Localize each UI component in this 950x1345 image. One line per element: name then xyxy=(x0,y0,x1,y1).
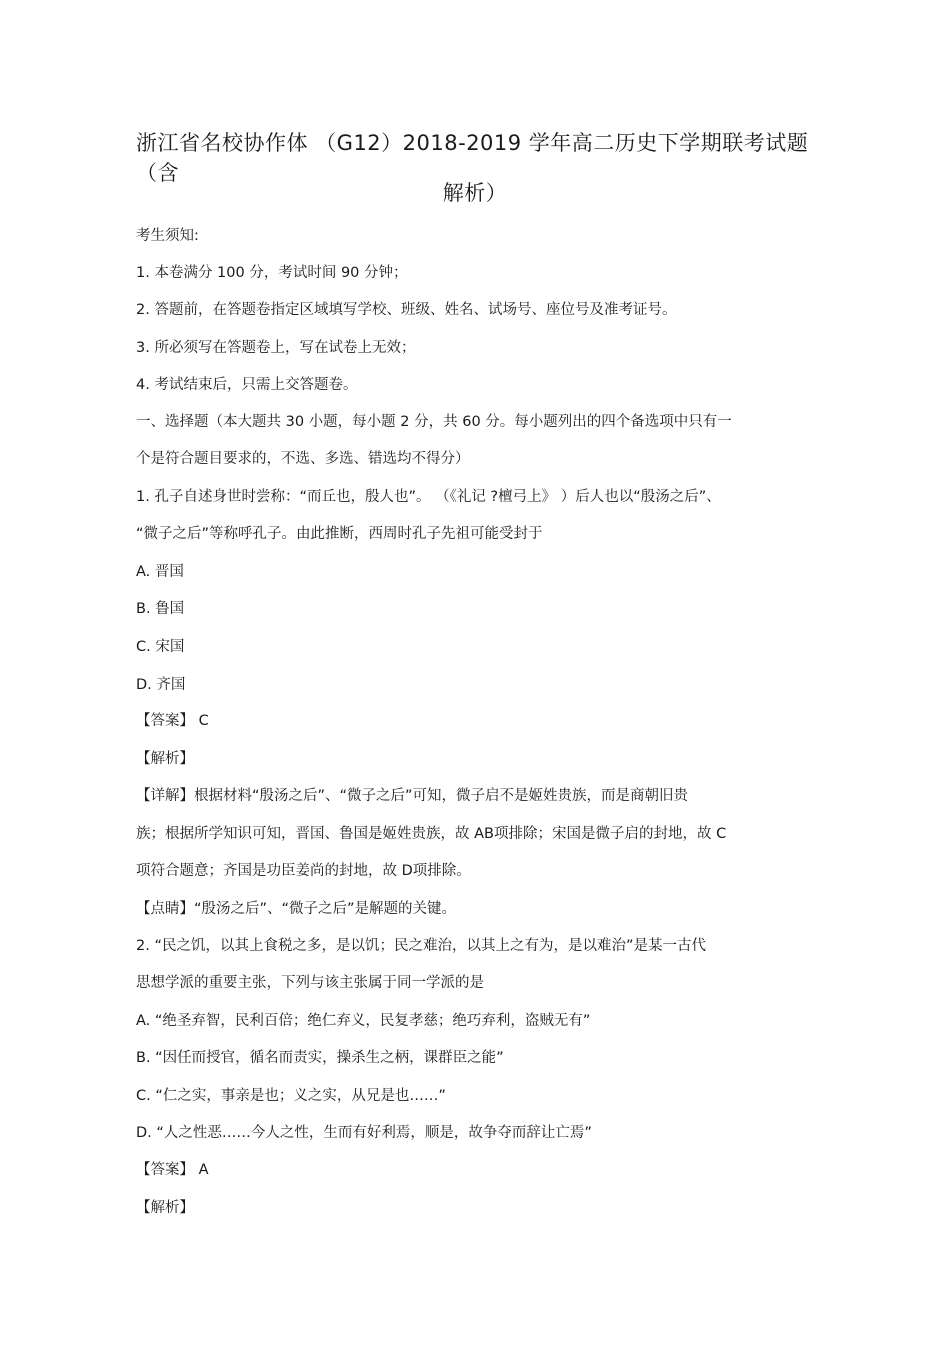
question-2-option-a: A. “绝圣弃智，民利百倍；绝仁弃义，民复孝慈；绝巧弃利，盗贼无有” xyxy=(136,1013,591,1029)
question-1-option-a: A. 晋国 xyxy=(136,564,184,580)
question-1-detail-cont: 项符合题意；齐国是功臣姜尚的封地，故 D项排除。 xyxy=(136,863,471,879)
notice-item: 4. 考试结束后，只需上交答题卷。 xyxy=(136,377,358,393)
question-2-stem: 2. “民之饥，以其上食税之多，是以饥；民之难治，以其上之有为，是以难治”是某一古代 xyxy=(136,938,706,954)
question-1-stem-cont: “微子之后”等称呼孔子。由此推断，西周时孔子先祖可能受封于 xyxy=(136,526,543,542)
question-1-option-c: C. 宋国 xyxy=(136,639,185,655)
section-heading: 一、选择题（本大题共 30 小题，每小题 2 分，共 60 分。每小题列出的四个备选项中只有一 xyxy=(136,414,732,430)
question-1-detail-cont: 族；根据所学知识可知，晋国、鲁国是姬姓贵族，故 AB项排除；宋国是微子启的封地，故 C xyxy=(136,826,727,842)
document-title-line-2: 解析） xyxy=(442,181,508,205)
question-2-option-c: C. “仁之实，事亲是也；义之实，从兄是也……” xyxy=(136,1088,446,1104)
question-2-stem-cont: 思想学派的重要主张，下列与该主张属于同一学派的是 xyxy=(136,975,484,991)
question-2-option-b: B. “因任而授官，循名而责实，操杀生之柄，课群臣之能” xyxy=(136,1050,504,1066)
question-1-tip: 【点睛】“殷汤之后”、“微子之后”是解题的关键。 xyxy=(136,901,457,917)
question-2-option-d: D. “人之性恶……今人之性，生而有好利焉，顺是，故争夺而辞让亡焉” xyxy=(136,1125,592,1141)
question-1-stem: 1. 孔子自述身世时尝称：“而丘也，殷人也”。 （《礼记 ?檀弓上》 ）后人也以“殷汤之后”、 xyxy=(136,489,721,505)
question-1-detail: 【详解】根据材料“殷汤之后”、“微子之后”可知，微子启不是姬姓贵族，而是商朝旧贵 xyxy=(136,788,689,804)
notice-heading: 考生须知: xyxy=(136,228,199,244)
question-2-analysis-label: 【解析】 xyxy=(136,1200,194,1216)
notice-item: 1. 本卷满分 100 分，考试时间 90 分钟； xyxy=(136,265,408,281)
notice-item: 3. 所必须写在答题卷上，写在试卷上无效； xyxy=(136,340,416,356)
question-1-option-d: D. 齐国 xyxy=(136,677,186,693)
section-heading-cont: 个是符合题目要求的，不选、多选、错选均不得分） xyxy=(136,451,470,467)
question-1-option-b: B. 鲁国 xyxy=(136,601,185,617)
document-title-line-1: 浙江省名校协作体 （G12）2018-2019 学年高二历史下学期联考试题 （含 xyxy=(136,131,809,185)
question-2-answer: 【答案】 A xyxy=(136,1162,209,1178)
question-1-analysis-label: 【解析】 xyxy=(136,751,194,767)
question-1-answer: 【答案】 C xyxy=(136,713,209,729)
notice-item: 2. 答题前，在答题卷指定区域填写学校、班级、姓名、试场号、座位号及准考证号。 xyxy=(136,302,677,318)
